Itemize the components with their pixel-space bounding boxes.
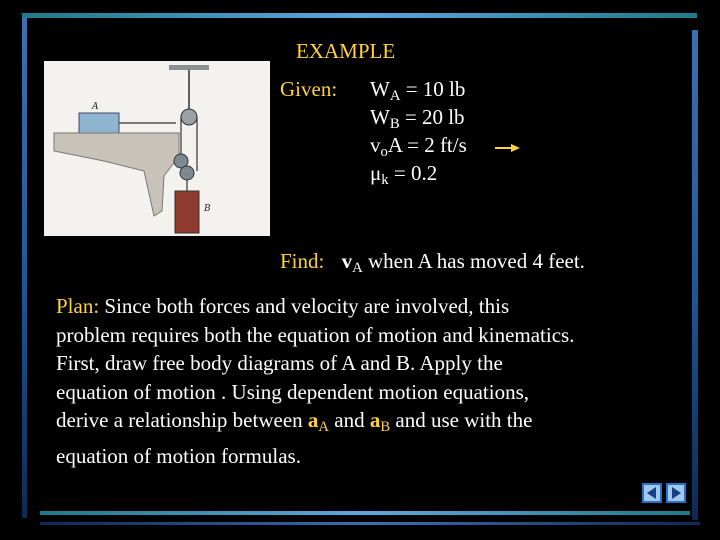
next-slide-button[interactable]: [666, 483, 686, 503]
top-frame-bar: [22, 13, 697, 18]
prev-slide-button[interactable]: [642, 483, 662, 503]
page-title: EXAMPLE: [296, 39, 396, 63]
given-wb: $W_B = 20$ lb: [370, 105, 465, 132]
find-label: Find:: [280, 249, 325, 273]
plan-label: Plan:: [56, 294, 100, 318]
pulley-figure: [44, 61, 270, 236]
given-voa: $v_oA = 2$ ft/s: [370, 133, 467, 160]
label-b: B: [204, 204, 211, 214]
given-wa: $W_A = 10$ lb: [370, 77, 466, 104]
find-line: Find: $v_A$ when A has moved 4 feet.: [280, 249, 585, 276]
given-label: Given:: [280, 77, 338, 101]
left-frame-bar: [22, 18, 27, 518]
triangle-right-icon: [668, 485, 684, 501]
triangle-left-icon: [644, 485, 660, 501]
label-a: A: [92, 102, 99, 112]
plan-paragraph: Plan: Since both forces and velocity are involved, this problem requires both the equation of motion and kinematics. First, draw free body diagrams of A and B. Apply the equation of motion . Using dependent motion equations, derive a relationship between $a_A$ and $a_B$ and use with the equation of motion formulas.: [56, 294, 575, 468]
bottom-frame-bar-2: [40, 522, 700, 525]
right-frame-bar: [692, 30, 698, 520]
given-mu: $\mu_k = 0.2$: [370, 161, 438, 188]
velocity-arrow-icon: [495, 143, 521, 153]
bottom-frame-bar: [40, 511, 690, 515]
